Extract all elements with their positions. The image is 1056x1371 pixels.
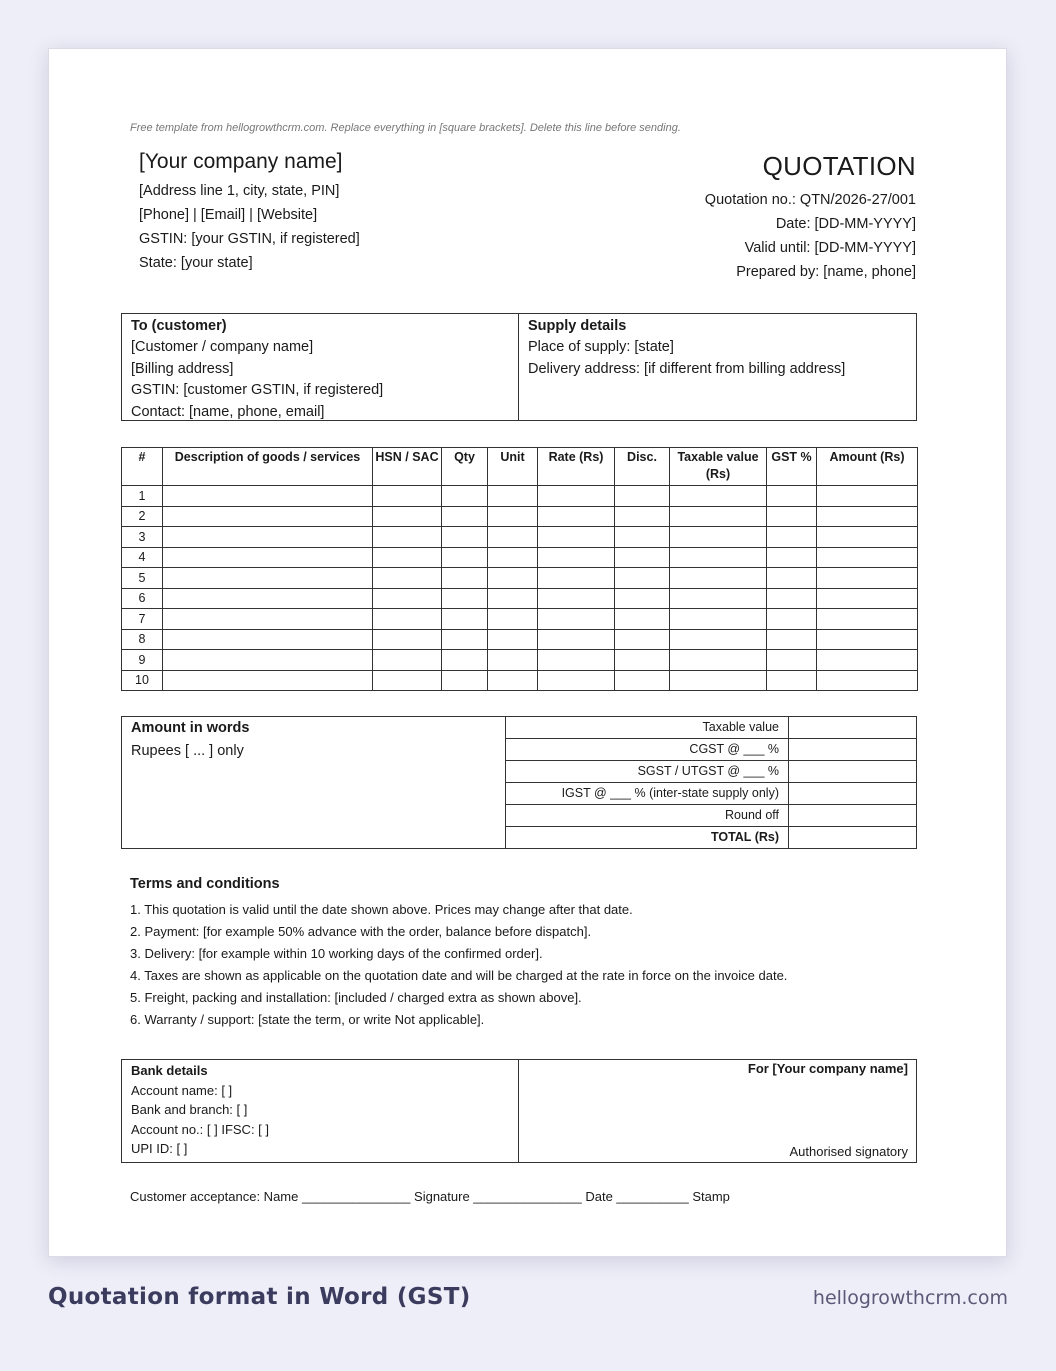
item-row: [122, 609, 918, 630]
bank-branch: Bank and branch: [ ]: [131, 1102, 248, 1117]
item-cell: [373, 506, 442, 527]
item-cell: [670, 670, 767, 691]
item-cell: [163, 506, 373, 527]
item-cell: [670, 547, 767, 568]
item-cell: [670, 650, 767, 671]
item-cell: [488, 506, 538, 527]
item-row-number: 3: [122, 527, 163, 548]
item-cell: [538, 670, 615, 691]
item-cell: [163, 486, 373, 507]
item-row-number: 7: [122, 609, 163, 630]
item-cell: [488, 568, 538, 589]
customer-acceptance-line: Customer acceptance: Name _______________ Signature _______________ Date __________ Stamp: [130, 1189, 730, 1204]
item-cell: [817, 506, 918, 527]
item-cell: [488, 609, 538, 630]
item-cell: [538, 486, 615, 507]
item-cell: [817, 629, 918, 650]
item-cell: [538, 629, 615, 650]
item-cell: [767, 486, 817, 507]
item-row-number: 2: [122, 506, 163, 527]
item-cell: [538, 547, 615, 568]
item-cell: [442, 486, 488, 507]
totals-label: Round off: [506, 805, 789, 826]
totals-row: [506, 739, 916, 761]
totals-value-cell: [789, 739, 916, 760]
totals-row: [506, 761, 916, 783]
quotation-valid-until: Valid until: [DD-MM-YYYY]: [744, 240, 916, 256]
item-cell: [163, 588, 373, 609]
term-item: 1. This quotation is valid until the date shown above. Prices may change after that date.: [130, 902, 633, 917]
totals-label: Taxable value: [506, 717, 789, 738]
item-cell: [373, 670, 442, 691]
item-cell: [442, 506, 488, 527]
item-cell: [817, 568, 918, 589]
item-cell: [615, 629, 670, 650]
document-title: QUOTATION: [762, 151, 916, 181]
item-cell: [615, 506, 670, 527]
item-row: [122, 486, 918, 507]
item-cell: [817, 670, 918, 691]
item-cell: [670, 568, 767, 589]
item-cell: [615, 527, 670, 548]
totals-label: SGST / UTGST @ ___ %: [506, 761, 789, 782]
item-row-number: 6: [122, 588, 163, 609]
footer-title: Quotation format in Word (GST): [48, 1284, 471, 1310]
item-cell: [488, 547, 538, 568]
col-header-taxable-value: Taxable value (Rs): [670, 448, 767, 486]
item-cell: [767, 670, 817, 691]
quotation-page: [48, 48, 1007, 1257]
item-cell: [615, 650, 670, 671]
item-row-number: 10: [122, 670, 163, 691]
customer-billing-address: [Billing address]: [131, 360, 234, 377]
item-cell: [373, 650, 442, 671]
item-cell: [488, 670, 538, 691]
bank-account-name: Account name: [ ]: [131, 1082, 233, 1098]
footer-site-link[interactable]: hellogrowthcrm.com: [812, 1287, 1008, 1309]
for-company-label: For [Your company name]: [747, 1061, 908, 1076]
item-cell: [163, 547, 373, 568]
item-cell: [817, 588, 918, 609]
bank-account-ifsc: Account no.: [ ] IFSC: [ ]: [131, 1121, 269, 1137]
col-header-hsn-sac: HSN / SAC: [373, 448, 442, 486]
items-table: [121, 447, 918, 691]
col-header-gst-percent: GST %: [767, 448, 817, 486]
item-cell: [538, 506, 615, 527]
item-cell: [670, 588, 767, 609]
term-item: 2. Payment: [for example 50% advance with the order, balance before dispatch].: [130, 924, 592, 939]
totals-row: [506, 783, 916, 805]
item-cell: [817, 547, 918, 568]
item-row: [122, 527, 918, 548]
item-cell: [615, 670, 670, 691]
item-cell: [767, 568, 817, 589]
totals-label: CGST @ ___ %: [506, 739, 789, 760]
seller-gstin: GSTIN: [your GSTIN, if registered]: [139, 231, 360, 247]
item-cell: [670, 486, 767, 507]
item-cell: [767, 506, 817, 527]
supply-block: [519, 314, 916, 420]
authorised-signatory-label: Authorised signatory: [789, 1144, 908, 1159]
bank-upi-id: UPI ID: [ ]: [131, 1141, 188, 1156]
item-cell: [615, 609, 670, 630]
item-cell: [373, 588, 442, 609]
item-cell: [538, 609, 615, 630]
item-cell: [767, 650, 817, 671]
item-row-number: 5: [122, 568, 163, 589]
item-cell: [538, 527, 615, 548]
col-header-qty: Qty: [442, 448, 488, 486]
totals-label: IGST @ ___ % (inter-state supply only): [506, 783, 789, 804]
item-cell: [615, 486, 670, 507]
item-cell: [373, 527, 442, 548]
seller-contact: [Phone] | [Email] | [Website]: [139, 207, 318, 223]
item-cell: [442, 650, 488, 671]
totals-value-cell: [789, 783, 916, 804]
quotation-prepared-by: Prepared by: [name, phone]: [736, 264, 916, 280]
item-cell: [767, 588, 817, 609]
item-cell: [670, 527, 767, 548]
col-header-amount: Amount (Rs): [817, 448, 918, 486]
item-cell: [163, 609, 373, 630]
col-header-number: #: [122, 448, 163, 486]
seller-address: [Address line 1, city, state, PIN]: [139, 183, 340, 199]
totals-value-cell: [789, 761, 916, 782]
term-item: 6. Warranty / support: [state the term, or write Not applicable].: [130, 1012, 485, 1027]
item-cell: [163, 527, 373, 548]
item-cell: [488, 650, 538, 671]
supply-heading: Supply details: [528, 318, 627, 334]
tax-summary: [506, 717, 916, 848]
item-cell: [538, 588, 615, 609]
terms-heading: Terms and conditions: [130, 876, 280, 892]
item-cell: [817, 527, 918, 548]
item-cell: [442, 629, 488, 650]
totals-row: [506, 805, 916, 827]
seller-company-name: [Your company name]: [139, 150, 343, 173]
item-cell: [442, 527, 488, 548]
item-cell: [163, 650, 373, 671]
items-header-row: [122, 448, 918, 486]
item-cell: [817, 609, 918, 630]
customer-gstin: GSTIN: [customer GSTIN, if registered]: [131, 382, 384, 399]
item-cell: [488, 629, 538, 650]
term-item: 3. Delivery: [for example within 10 working days of the confirmed order].: [130, 946, 543, 961]
item-cell: [373, 568, 442, 589]
item-cell: [442, 588, 488, 609]
template-note: Free template from hellogrowthcrm.com. Replace everything in [square brackets]. Delete this line before sending.: [130, 122, 681, 134]
item-cell: [442, 568, 488, 589]
item-row: [122, 547, 918, 568]
item-cell: [538, 568, 615, 589]
item-cell: [373, 629, 442, 650]
place-of-supply: Place of supply: [state]: [528, 339, 674, 356]
delivery-address: Delivery address: [if different from billing address]: [528, 360, 846, 377]
item-row-number: 1: [122, 486, 163, 507]
item-row: [122, 650, 918, 671]
term-item: 4. Taxes are shown as applicable on the quotation date and will be charged at the rate in force on the invoice date.: [130, 968, 788, 983]
item-cell: [670, 609, 767, 630]
col-header-description: Description of goods / services: [163, 448, 373, 486]
item-row-number: 4: [122, 547, 163, 568]
bank-details-block: [122, 1060, 519, 1162]
totals-row: [506, 717, 916, 739]
item-cell: [670, 629, 767, 650]
item-cell: [373, 486, 442, 507]
bank-details-heading: Bank details: [131, 1063, 208, 1078]
item-cell: [488, 527, 538, 548]
item-row: [122, 629, 918, 650]
item-cell: [767, 629, 817, 650]
party-details-box: [121, 313, 917, 421]
item-cell: [442, 670, 488, 691]
item-cell: [163, 568, 373, 589]
item-row-number: 8: [122, 629, 163, 650]
item-row: [122, 568, 918, 589]
term-item: 5. Freight, packing and installation: [included / charged extra as shown above].: [130, 990, 582, 1005]
col-header-rate: Rate (Rs): [538, 448, 615, 486]
item-cell: [767, 527, 817, 548]
signature-block: [519, 1060, 916, 1162]
item-cell: [615, 568, 670, 589]
item-cell: [488, 588, 538, 609]
quotation-number: Quotation no.: QTN/2026-27/001: [704, 192, 916, 208]
customer-name: [Customer / company name]: [131, 339, 314, 356]
totals-row-grand-total: [506, 827, 916, 849]
amount-in-words-block: [122, 717, 506, 848]
seller-state: State: [your state]: [139, 255, 253, 271]
quotation-date: Date: [DD-MM-YYYY]: [775, 216, 916, 232]
item-cell: [373, 547, 442, 568]
item-row: [122, 588, 918, 609]
customer-contact: Contact: [name, phone, email]: [131, 403, 325, 420]
item-cell: [373, 609, 442, 630]
item-cell: [767, 547, 817, 568]
totals-box: [121, 716, 917, 849]
item-cell: [670, 506, 767, 527]
amount-in-words-value: Rupees [ ... ] only: [131, 743, 244, 759]
item-cell: [817, 650, 918, 671]
bank-signature-box: [121, 1059, 917, 1163]
customer-block: [122, 314, 519, 420]
item-cell: [488, 486, 538, 507]
item-cell: [163, 629, 373, 650]
amount-in-words-heading: Amount in words: [131, 720, 250, 736]
grand-total-value-cell: [789, 827, 916, 849]
item-row-number: 9: [122, 650, 163, 671]
item-cell: [442, 547, 488, 568]
item-cell: [615, 547, 670, 568]
col-header-unit: Unit: [488, 448, 538, 486]
item-row: [122, 670, 918, 691]
item-cell: [442, 609, 488, 630]
item-cell: [767, 609, 817, 630]
col-header-discount: Disc.: [615, 448, 670, 486]
item-cell: [538, 650, 615, 671]
item-row: [122, 506, 918, 527]
totals-value-cell: [789, 805, 916, 826]
grand-total-label: TOTAL (Rs): [506, 827, 789, 849]
customer-heading: To (customer): [131, 318, 227, 334]
item-cell: [817, 486, 918, 507]
item-cell: [615, 588, 670, 609]
item-cell: [163, 670, 373, 691]
totals-value-cell: [789, 717, 916, 738]
